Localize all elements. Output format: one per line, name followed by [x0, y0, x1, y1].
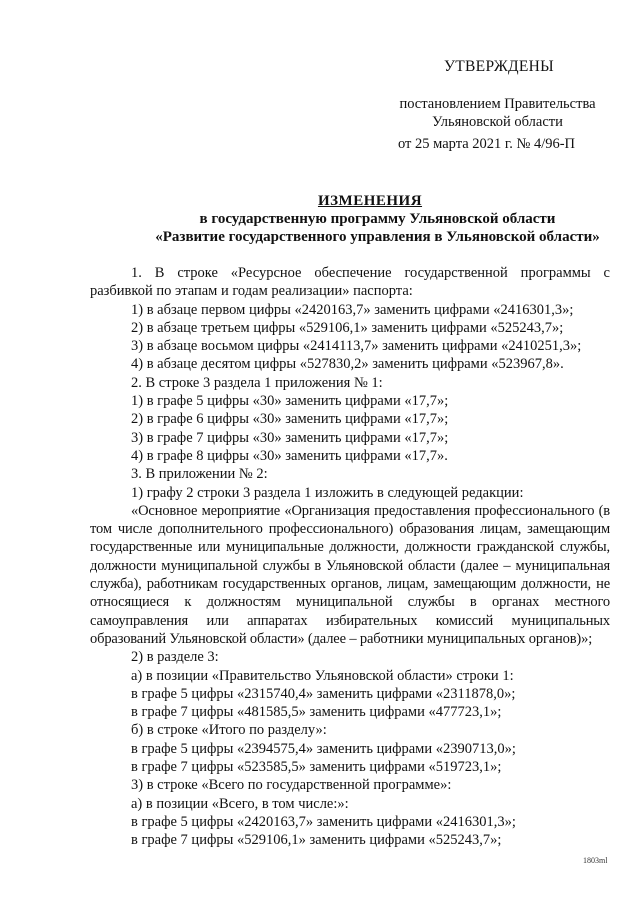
- resolution-reference: [330, 95, 640, 131]
- paragraph: а) в позиции «Всего, в том числе:»:: [131, 795, 349, 812]
- resolution-date-number: от 25 марта 2021 г. № 4/96-П: [398, 136, 576, 152]
- paragraph: 2) в абзаце третьем цифры «529106,1» заменить цифрами «525243,7»;: [131, 319, 564, 336]
- paragraph: 3. В приложении № 2:: [131, 466, 268, 483]
- paragraph: в графе 7 цифры «481585,5» заменить цифрами «477723,1»;: [131, 704, 502, 721]
- paragraph: 3) в графе 7 цифры «30» заменить цифрами «17,7»;: [131, 429, 449, 446]
- paragraph: 1) в графе 5 цифры «30» заменить цифрами «17,7»;: [131, 393, 449, 410]
- document-body: [90, 264, 610, 850]
- paragraph: в графе 7 цифры «529106,1» заменить цифрами «525243,7»;: [131, 832, 502, 849]
- paragraph: 1) в абзаце первом цифры «2420163,7» заменить цифрами «2416301,3»;: [131, 301, 574, 318]
- paragraph: в графе 5 цифры «2394575,4» заменить цифрами «2390713,0»;: [131, 740, 516, 757]
- paragraph: «Основное мероприятие «Организация предоставления профессионального (в том числе дополнительного профессионального) образования лицам, замещающим государственные или муниципальные должности, должности гражданской службы, должности муниципальной службы в Ульяновской области (далее – муниципальная служба), работникам государственных органов, лицам, замещающим должности, не относящиеся к должностям муниципальной службы в органах местного самоуправления или аппаратах избирательных комиссий муниципальных образований Ульяновской области» (далее – работники муниципальных органов)»;: [90, 502, 610, 647]
- footer-code: 1803ml: [583, 856, 608, 865]
- paragraph: 4) в абзаце десятом цифры «527830,2» заменить цифрами «523967,8».: [131, 356, 564, 373]
- paragraph: б) в строке «Итого по разделу»:: [131, 722, 327, 739]
- title-heading: ИЗМЕНЕНИЯ: [317, 193, 423, 209]
- paragraph: 1) графу 2 строки 3 раздела 1 изложить в следующей редакции:: [131, 484, 524, 501]
- title-subheading: в государственную программу Ульяновской области: [199, 211, 556, 227]
- paragraph: в графе 5 цифры «2315740,4» заменить цифрами «2311878,0»;: [131, 685, 516, 702]
- document-title: [0, 192, 640, 246]
- resolution-line-2: Ульяновской области: [432, 114, 563, 130]
- title-program-name: «Развитие государственного управления в Ульяновской области»: [155, 229, 600, 245]
- approved-stamp: УТВЕРЖДЕНЫ: [444, 58, 554, 75]
- paragraph: 2) в разделе 3:: [131, 649, 219, 666]
- paragraph: в графе 5 цифры «2420163,7» заменить цифрами «2416301,3»;: [131, 813, 516, 830]
- paragraph: 3) в абзаце восьмом цифры «2414113,7» заменить цифрами «2410251,3»;: [131, 338, 582, 355]
- paragraph: в графе 7 цифры «523585,5» заменить цифрами «519723,1»;: [131, 759, 502, 776]
- paragraph: 2. В строке 3 раздела 1 приложения № 1:: [131, 374, 383, 391]
- paragraph: а) в позиции «Правительство Ульяновской области» строки 1:: [131, 667, 514, 684]
- paragraph: 4) в графе 8 цифры «30» заменить цифрами «17,7».: [131, 447, 448, 464]
- paragraph: 3) в строке «Всего по государственной программе»:: [131, 777, 452, 794]
- paragraph: 2) в графе 6 цифры «30» заменить цифрами «17,7»;: [131, 411, 449, 428]
- paragraph: 1. В строке «Ресурсное обеспечение государственной программы с разбивкой по этапам и годам реализации» паспорта:: [90, 265, 610, 300]
- resolution-line-1: постановлением Правительства: [399, 96, 596, 112]
